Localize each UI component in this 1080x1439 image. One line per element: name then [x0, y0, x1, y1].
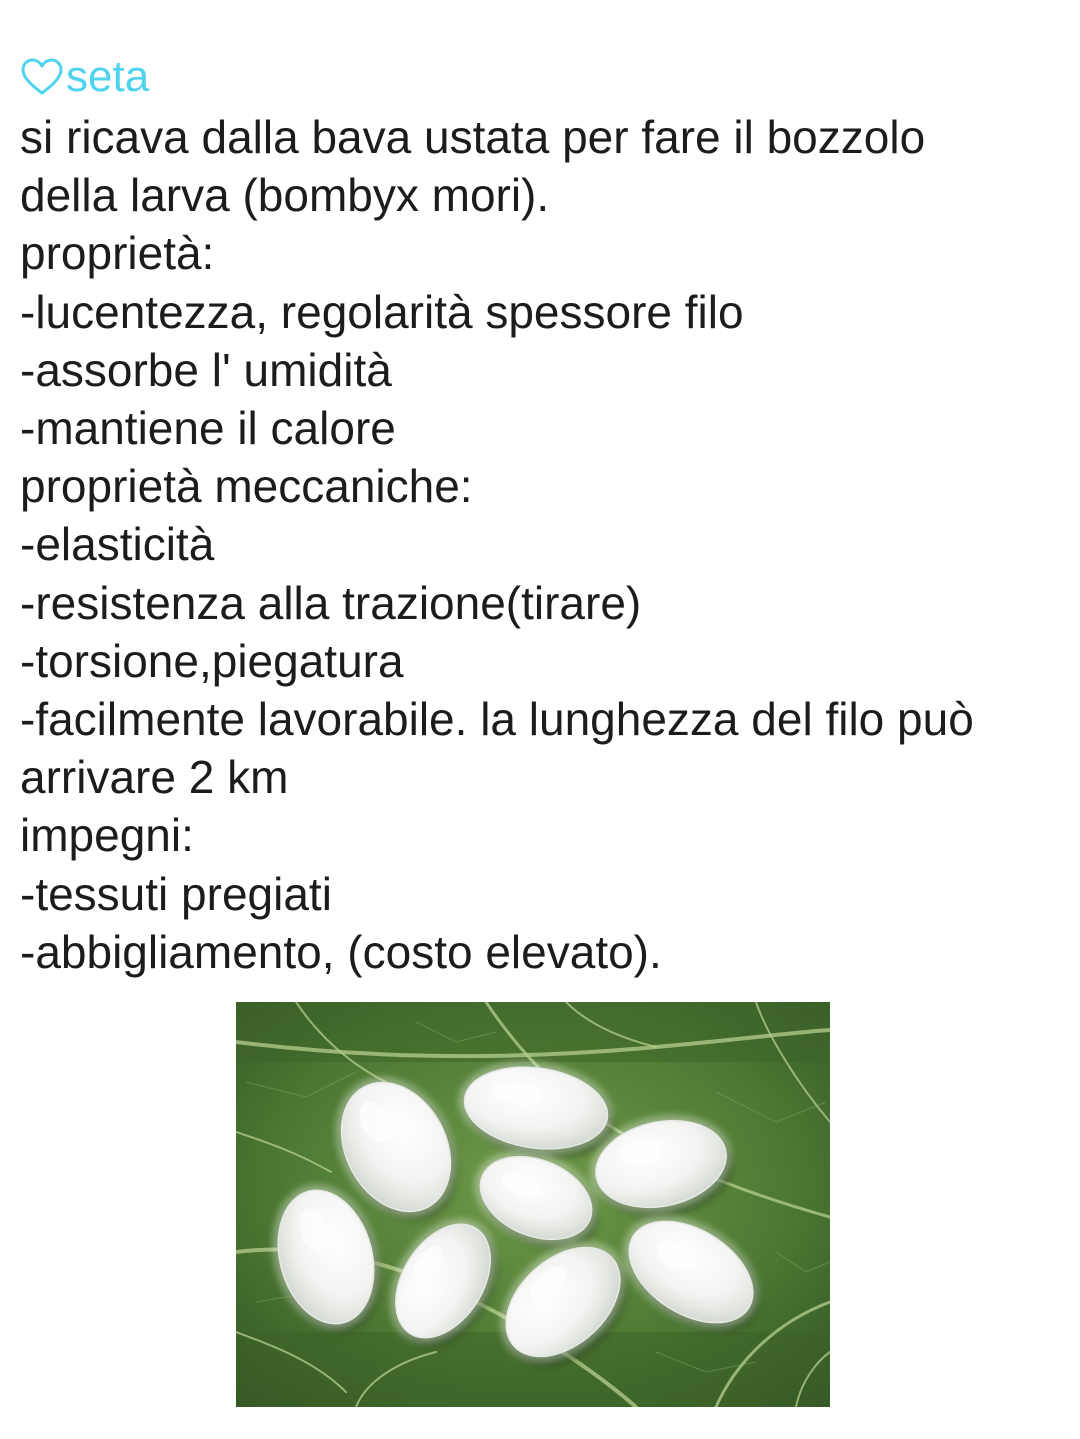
cocoons-illustration: [236, 1002, 830, 1407]
text-line: -torsione,piegatura: [20, 634, 404, 687]
title-row: [20, 48, 1070, 106]
heart-outline-icon: [20, 57, 64, 97]
text-line: -facilmente lavorabile. la lunghezza del filo può: [20, 693, 974, 746]
text-line: della larva (bombyx mori).: [20, 169, 550, 222]
note-content: [20, 48, 1070, 981]
text-line: arrivare 2 km: [20, 751, 289, 804]
note-title: seta: [66, 52, 150, 101]
text-line: proprietà meccaniche:: [20, 460, 473, 513]
text-line: -mantiene il calore: [20, 402, 396, 455]
text-line: si ricava dalla bava ustata per fare il bozzolo: [20, 111, 926, 163]
silk-cocoons-photo: [236, 1002, 830, 1407]
text-line: -abbigliamento, (costo elevato).: [20, 925, 662, 978]
text-line: -tessuti pregiati: [20, 867, 332, 920]
text-line: impegni:: [20, 809, 194, 862]
text-line: proprietà:: [20, 227, 215, 280]
text-line: -lucentezza, regolarità spessore filo: [20, 285, 744, 338]
text-line: -assorbe l' umidità: [20, 343, 392, 396]
text-line: -elasticità: [20, 518, 215, 571]
text-line: -resistenza alla trazione(tirare): [20, 576, 642, 629]
